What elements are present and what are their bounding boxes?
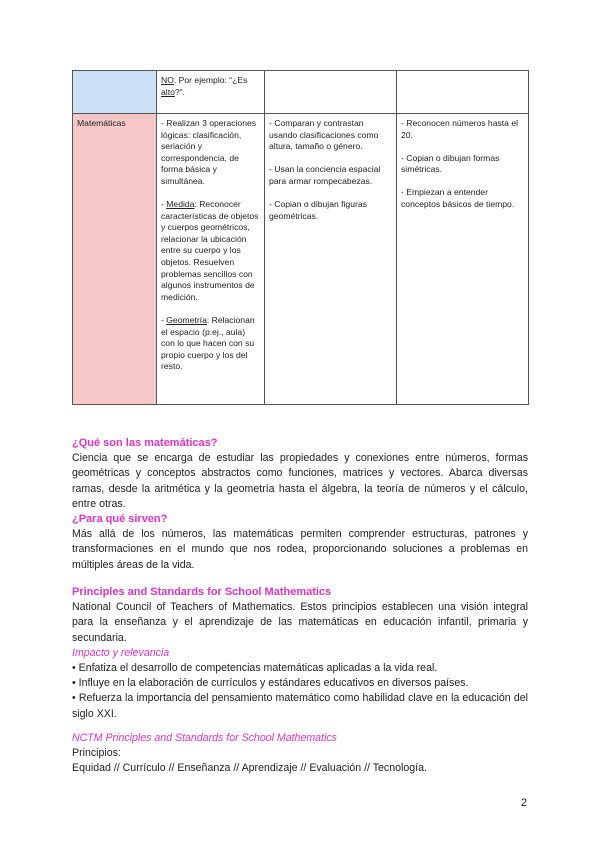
cell-text: -: [161, 314, 167, 325]
cell-paragraph: - Usan la conciencia espacial para armar rompecabezas.: [269, 164, 381, 186]
page-number: 2: [520, 797, 527, 809]
section-body: National Council of Teachers of Mathematics. Estos principios establecen una visión integral para la enseñanza y el aprendizaje de las matemáticas en educación infantil, primaria y secundaria.: [72, 601, 528, 644]
table-row: [73, 71, 529, 114]
cell-paragraph: [161, 199, 260, 303]
table-cell: [265, 71, 397, 114]
row-label: Matemáticas: [77, 118, 126, 128]
underlined-term: NO: [161, 75, 174, 85]
bullet-item: • Refuerza la importancia del pensamiento matemático como habilidad clave en la educación del siglo XXI.: [72, 692, 528, 720]
section-subheading: NCTM Principles and Standards for School Mathematics: [72, 732, 337, 744]
section-body: Más allá de los números, las matemáticas permiten comprender estructuras, patrones y transformaciones en el mundo que nos rodea, proporcionando soluciones a problemas en múltiples áreas de la vida.: [72, 528, 528, 571]
table-cell: [397, 114, 529, 405]
row-label-cell: [73, 114, 157, 405]
section-nctm: [72, 585, 528, 722]
table-cell: [157, 71, 265, 114]
principles-label: Principios:: [72, 747, 121, 760]
underlined-term: Medida: [166, 199, 195, 210]
section-subheading: Impacto y relevancia: [72, 646, 170, 659]
section-heading: ¿Para qué sirven?: [72, 513, 168, 526]
cell-paragraph: - Empiezan a entender conceptos básicos de tiempo.: [401, 187, 515, 209]
underlined-term: Geometría: [166, 314, 207, 325]
bullet-item: • Influye en la elaboración de currículos y estándares educativos en diversos países.: [72, 677, 469, 690]
cell-paragraph: - Realizan 3 operaciones lógicas: clasificación, seriación y correspondencia, de forma básica y simultánea.: [161, 118, 257, 186]
cell-text: : Reconocer características de objetos y cuerpos geométricos, relacionar la ubicación entre su cuerpo y los objetos. Resuelven problemas sencillos con algunos instrumentos de medición.: [161, 199, 259, 302]
table-cell: [265, 114, 397, 405]
cell-text: -: [161, 199, 167, 210]
cell-paragraph: - Copian o dibujan figuras geométricas.: [269, 198, 367, 221]
principles-list: Equidad // Currículo // Enseñanza // Aprendizaje // Evaluación // Tecnología.: [72, 762, 427, 775]
underlined-term: alto: [161, 86, 175, 97]
section-principles: [72, 731, 528, 777]
cell-text: ?”.: [174, 86, 185, 97]
cell-paragraph: - Copian o dibujan formas simétricas.: [401, 152, 500, 175]
cell-paragraph: [161, 315, 260, 373]
table-cell: [397, 71, 529, 114]
table-row: [73, 114, 529, 405]
section-heading: Principles and Standards for School Mathematics: [72, 586, 332, 598]
table-cell: [157, 114, 265, 405]
cell-text: . Por ejemplo: “¿Es: [173, 75, 248, 85]
table-cell: [73, 71, 157, 114]
cell-paragraph: - Comparan y contrastan usando clasificaciones como altura, tamaño o género.: [269, 118, 379, 152]
cell-paragraph: - Reconocen números hasta el 20.: [401, 118, 519, 140]
section-heading: ¿Qué son las matemáticas?: [72, 437, 218, 449]
bullet-item: • Enfatiza el desarrollo de competencias matemáticas aplicadas a la vida real.: [72, 662, 438, 675]
development-table: [72, 70, 529, 405]
section-body: Ciencia que se encarga de estudiar las propiedades y conexiones entre números, formas geométricas y conceptos abstractos como funciones, matrices y vectores. Abarca diversas ramas, desde la aritmética y la geometría hasta el álgebra, la teoría de números y el cálculo, entre otras.: [72, 452, 528, 510]
section-what-is-math: [72, 436, 528, 573]
cell-text: : Relacionan el espacio (p.ej., aula) con lo que hacen con su propio cuerpo y los del resto.: [161, 314, 255, 372]
